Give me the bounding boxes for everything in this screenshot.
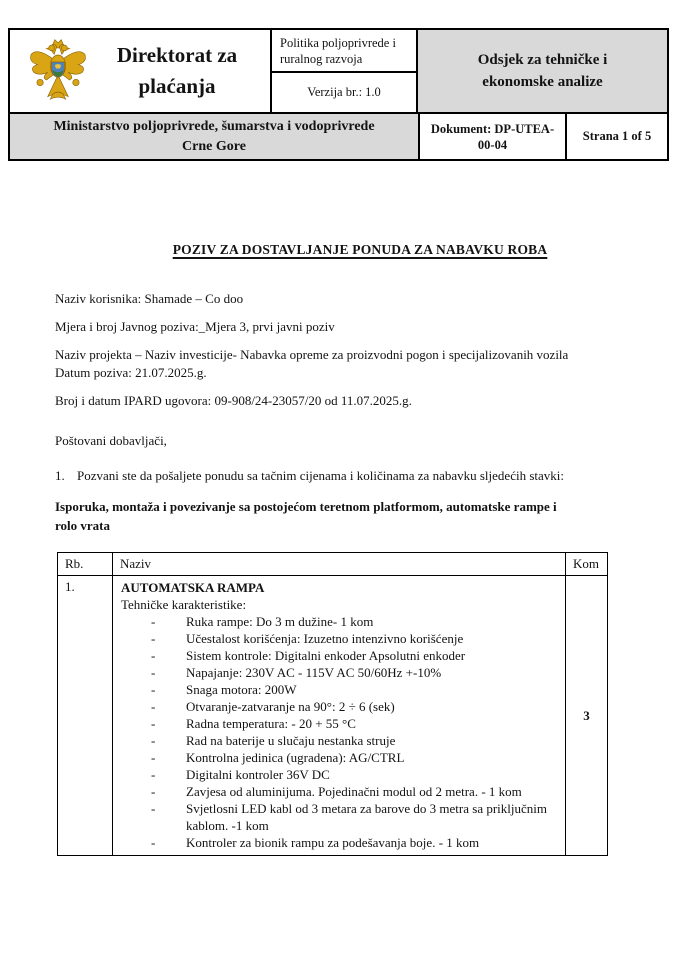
column-header-naziv: Naziv (113, 553, 566, 576)
dash-bullet: - (151, 648, 156, 663)
page-number-label: Strana 1 of 5 (582, 129, 652, 143)
item-1-spec-list (121, 613, 559, 851)
item-1-quantity: 3 (566, 576, 608, 856)
spec-item: - Zavjesa od aluminijuma. Pojedinačni modul od 2 metra. - 1 kom (121, 783, 559, 800)
column-header-kom: Kom (566, 553, 608, 576)
dash-bullet: - (151, 682, 156, 697)
directorate-title: Direktorat za plaćanja (116, 43, 238, 98)
project-line (55, 346, 665, 382)
invitation-text: Pozvani ste da pošaljete ponudu sa tačnim cijenama i količinama za nabavku sljedećih stavki: (77, 468, 564, 483)
header-cell-directorate (10, 30, 272, 112)
call-date-text: Datum poziva: 21.07.2025.g. (55, 365, 207, 380)
project-name-text: Naziv projekta – Naziv investicije- Nabavka opreme za proizvodni pogon i specijalizovanih vozila (55, 347, 569, 362)
spec-item: - Napajanje: 230V AC - 115V AC 50/60Hz +-10% (121, 664, 559, 681)
spec-item: - Digitalni kontroler 36V DC (121, 766, 559, 783)
subject-line-2: rolo vrata (55, 517, 110, 533)
item-1-description (113, 576, 566, 856)
subject-line-1: Isporuka, montaža i povezivanje sa postojećom teretnom platformom, automatske rampe i (55, 499, 557, 514)
spec-item: - Otvaranje-zatvaranje na 90°: 2 ÷ 6 (sek) (121, 698, 559, 715)
dash-bullet: - (151, 699, 156, 714)
spec-item: - Snaga motora: 200W (121, 681, 559, 698)
dash-bullet: - (151, 750, 156, 765)
department-label: Odsjek za tehničke i ekonomske analize (418, 30, 667, 112)
version-label: Verzija br.: 1.0 (307, 85, 381, 99)
invitation-line (55, 468, 665, 484)
header-row-2 (10, 112, 667, 159)
policy-label: Politika poljoprivrede i ruralnog razvoja (272, 30, 416, 73)
dash-bullet: - (151, 614, 156, 629)
dash-bullet: - (151, 784, 156, 799)
montenegro-coat-of-arms-icon (26, 34, 90, 108)
dash-bullet: - (151, 767, 156, 782)
spec-item: - Kontroler za bionik rampu za podešavanja boje. - 1 kom (121, 834, 559, 851)
dash-bullet: - (151, 716, 156, 731)
item-1-title: AUTOMATSKA RAMPA (121, 580, 265, 595)
items-table-header-row (58, 553, 608, 576)
ministry-label: Ministarstvo poljoprivrede, šumarstva i vodoprivrede Crne Gore (10, 114, 420, 159)
document-code-label: Dokument: DP-UTEA-00-04 (420, 114, 567, 159)
spec-item: - Kontrolna jedinica (ugradena): AG/CTRL (121, 749, 559, 766)
spec-item: - Rad na baterije u slučaju nestanka struje (121, 732, 559, 749)
header-row-1 (10, 30, 667, 112)
measure-line: Mjera i broj Javnog poziva:_Mjera 3, prvi javni poziv (55, 319, 335, 334)
dash-bullet: - (151, 801, 156, 816)
salutation-line: Poštovani dobavljači, (55, 433, 167, 448)
spec-item: - Svjetlosni LED kabl od 3 metara za barove do 3 metra sa priključnim kablom. -1 kom (121, 800, 559, 834)
spec-item: - Učestalost korišćenja: Izuzetno intenzivno korišćenje (121, 630, 559, 647)
table-row-item-1 (58, 576, 608, 856)
spec-item: - Sistem kontrole: Digitalni enkoder Apsolutni enkoder (121, 647, 559, 664)
beneficiary-line: Naziv korisnika: Shamade – Co doo (55, 291, 244, 306)
dash-bullet: - (151, 835, 156, 850)
document-header-table (8, 28, 669, 161)
items-table (57, 552, 608, 856)
dash-bullet: - (151, 631, 156, 646)
dash-bullet: - (151, 665, 156, 680)
spec-item: - Radna temperatura: - 20 + 55 °C (121, 715, 559, 732)
dash-bullet: - (151, 733, 156, 748)
spec-item: - Ruka rampe: Do 3 m dužine- 1 kom (121, 613, 559, 630)
procurement-subject-heading (55, 498, 665, 535)
header-cell-policy-version (272, 30, 418, 112)
item-1-subtitle: Tehničke karakteristike: (121, 597, 247, 612)
column-header-rb: Rb. (58, 553, 113, 576)
invitation-number: 1. (55, 468, 65, 483)
item-1-ordinal: 1. (58, 576, 113, 856)
contract-line: Broj i datum IPARD ugovora: 09-908/24-23057/20 od 11.07.2025.g. (55, 393, 412, 408)
document-title: POZIV ZA DOSTAVLJANJE PONUDA ZA NABAVKU ROBA (172, 242, 548, 257)
